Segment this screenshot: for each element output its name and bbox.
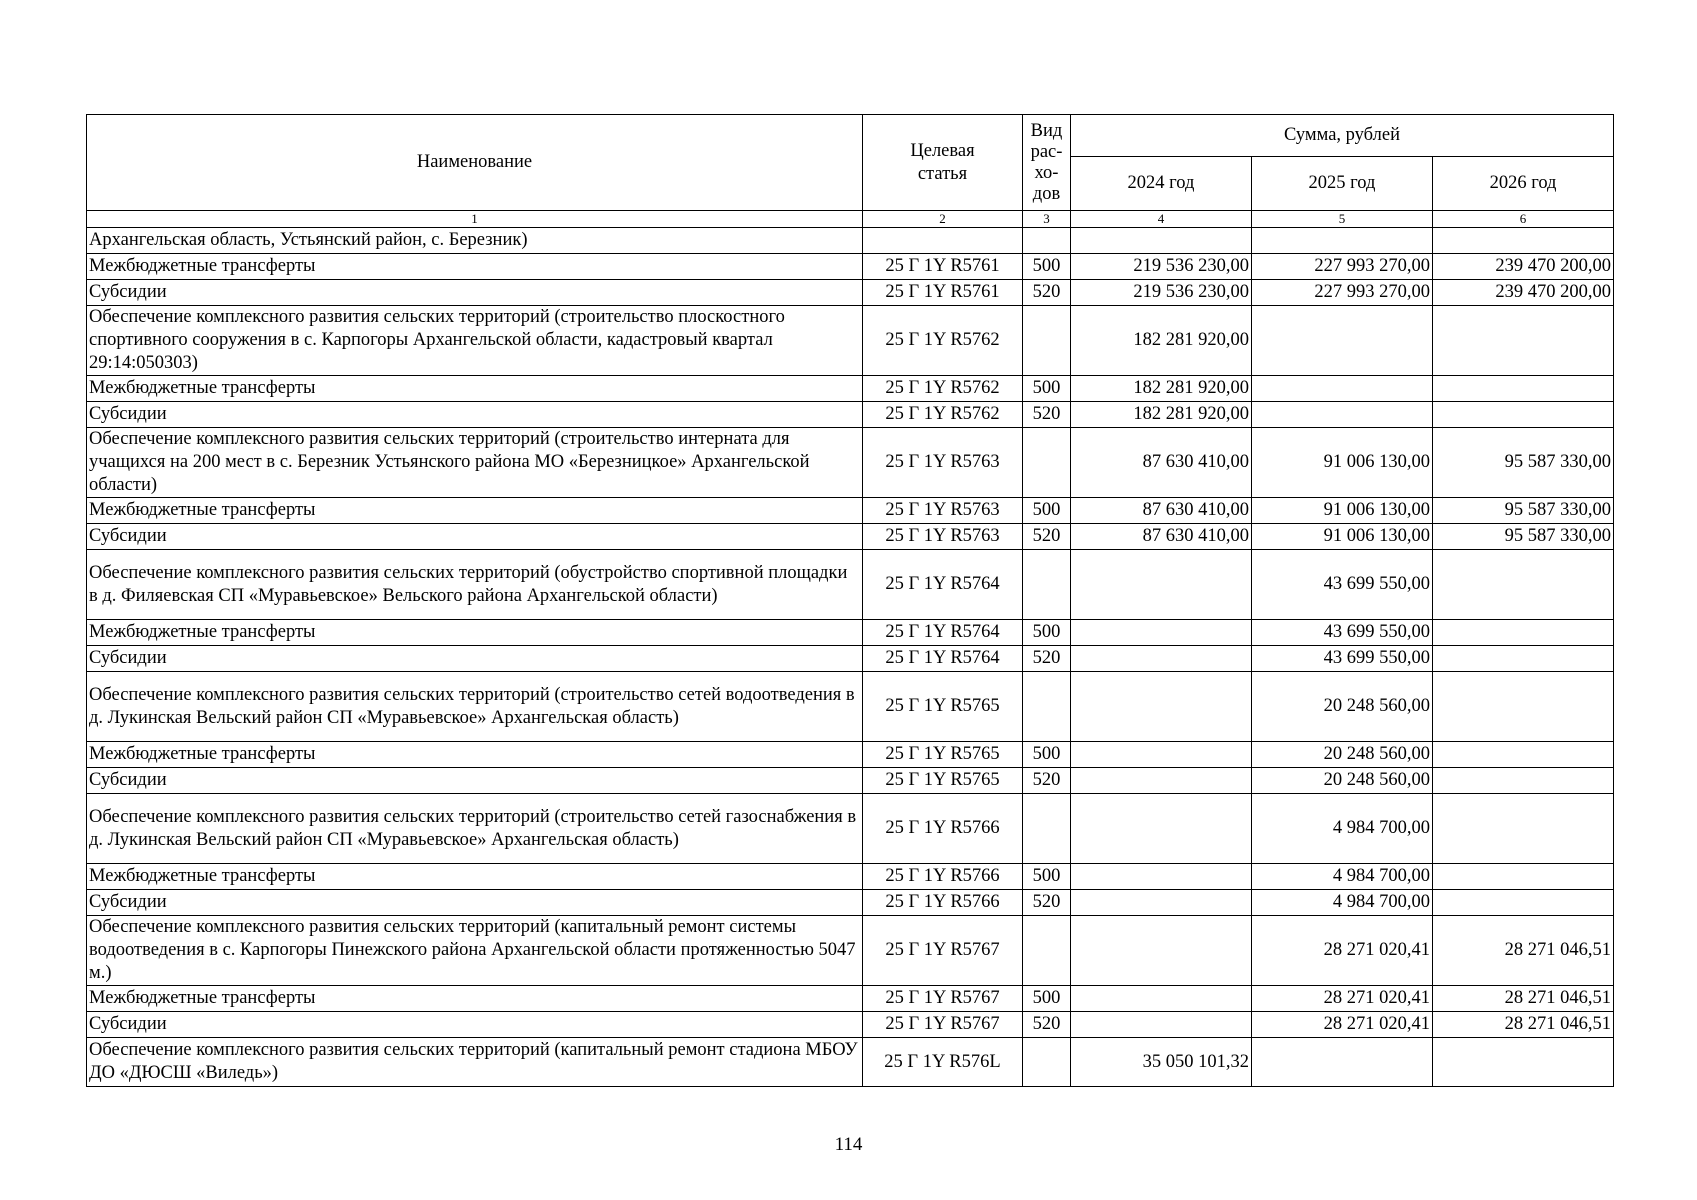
table-row xyxy=(87,1038,1614,1087)
row-expense-type-cell xyxy=(1023,1038,1071,1087)
row-amount-2024-cell xyxy=(1071,864,1252,890)
row-name-cell: Обеспечение комплексного развития сельских территорий (строительство интерната для учащихся на 200 мест в с. Березник Устьянского района МО «Березницкое» Архангельской области) xyxy=(87,428,863,498)
table-row xyxy=(87,794,1614,864)
row-name-cell: Субсидии xyxy=(87,524,863,550)
column-number: 5 xyxy=(1252,211,1433,228)
row-amount-2024-cell: 219 536 230,00 xyxy=(1071,280,1252,306)
row-amount-2026-cell: 28 271 046,51 xyxy=(1433,1012,1614,1038)
row-target-article-cell: 25 Г 1Y R5767 xyxy=(863,986,1023,1012)
row-amount-2025-cell: 43 699 550,00 xyxy=(1252,620,1433,646)
row-target-article-cell: 25 Г 1Y R5766 xyxy=(863,864,1023,890)
page-number: 114 xyxy=(834,1134,863,1155)
column-number: 1 xyxy=(87,211,863,228)
row-amount-2026-cell: 95 587 330,00 xyxy=(1433,524,1614,550)
row-target-article-cell: 25 Г 1Y R5767 xyxy=(863,916,1023,986)
row-name-cell: Обеспечение комплексного развития сельских территорий (обустройство спортивной площадки в д. Филяевская СП «Муравьевское» Вельского района Архангельской области) xyxy=(87,550,863,620)
column-number: 6 xyxy=(1433,211,1614,228)
row-target-article-cell: 25 Г 1Y R5762 xyxy=(863,402,1023,428)
row-name-cell: Обеспечение комплексного развития сельских территорий (строительство сетей газоснабжения в д. Лукинская Вельский район СП «Муравьевское» Архангельская область) xyxy=(87,794,863,864)
row-expense-type-cell xyxy=(1023,428,1071,498)
row-expense-type-cell: 500 xyxy=(1023,986,1071,1012)
row-amount-2025-cell: 28 271 020,41 xyxy=(1252,986,1433,1012)
row-expense-type-cell: 520 xyxy=(1023,768,1071,794)
table-row xyxy=(87,280,1614,306)
row-amount-2024-cell: 182 281 920,00 xyxy=(1071,306,1252,376)
table-row xyxy=(87,524,1614,550)
row-amount-2024-cell xyxy=(1071,916,1252,986)
row-amount-2025-cell: 20 248 560,00 xyxy=(1252,672,1433,742)
row-target-article-cell: 25 Г 1Y R5761 xyxy=(863,280,1023,306)
row-expense-type-cell: 520 xyxy=(1023,890,1071,916)
column-number: 4 xyxy=(1071,211,1252,228)
row-amount-2024-cell: 35 050 101,32 xyxy=(1071,1038,1252,1087)
table-row xyxy=(87,620,1614,646)
row-amount-2025-cell: 227 993 270,00 xyxy=(1252,280,1433,306)
row-target-article-cell: 25 Г 1Y R5764 xyxy=(863,550,1023,620)
row-amount-2024-cell: 182 281 920,00 xyxy=(1071,402,1252,428)
row-target-article-cell: 25 Г 1Y R5763 xyxy=(863,498,1023,524)
row-name-cell: Обеспечение комплексного развития сельских территорий (капитальный ремонт системы водоотведения в с. Карпогоры Пинежского района Архангельской области протяженностью 5047 м.) xyxy=(87,916,863,986)
row-amount-2025-cell: 28 271 020,41 xyxy=(1252,916,1433,986)
table-row xyxy=(87,254,1614,280)
row-amount-2026-cell: 28 271 046,51 xyxy=(1433,986,1614,1012)
row-target-article-cell: 25 Г 1Y R5764 xyxy=(863,646,1023,672)
header-name: Наименование xyxy=(87,115,863,211)
table-row xyxy=(87,672,1614,742)
row-amount-2024-cell xyxy=(1071,742,1252,768)
table-row xyxy=(87,550,1614,620)
row-amount-2026-cell xyxy=(1433,228,1614,254)
row-amount-2024-cell xyxy=(1071,1012,1252,1038)
header-year-2026: 2026 год xyxy=(1433,157,1614,211)
table-row xyxy=(87,306,1614,376)
row-target-article-cell: 25 Г 1Y R5766 xyxy=(863,794,1023,864)
row-amount-2026-cell xyxy=(1433,890,1614,916)
row-amount-2026-cell xyxy=(1433,402,1614,428)
row-amount-2024-cell xyxy=(1071,620,1252,646)
row-amount-2026-cell xyxy=(1433,672,1614,742)
row-expense-type-cell: 500 xyxy=(1023,254,1071,280)
table-row xyxy=(87,228,1614,254)
table-row xyxy=(87,890,1614,916)
row-amount-2025-cell: 4 984 700,00 xyxy=(1252,864,1433,890)
row-name-cell: Архангельская область, Устьянский район, с. Березник) xyxy=(87,228,863,254)
table-row xyxy=(87,402,1614,428)
row-amount-2025-cell: 4 984 700,00 xyxy=(1252,890,1433,916)
row-amount-2024-cell xyxy=(1071,228,1252,254)
row-name-cell: Обеспечение комплексного развития сельских территорий (строительство сетей водоотведения в д. Лукинская Вельский район СП «Муравьевское» Архангельская область) xyxy=(87,672,863,742)
row-amount-2025-cell: 20 248 560,00 xyxy=(1252,768,1433,794)
row-target-article-cell: 25 Г 1Y R5765 xyxy=(863,768,1023,794)
row-expense-type-cell xyxy=(1023,672,1071,742)
budget-table xyxy=(86,114,1614,1087)
row-amount-2024-cell xyxy=(1071,890,1252,916)
row-amount-2025-cell: 227 993 270,00 xyxy=(1252,254,1433,280)
table-row xyxy=(87,498,1614,524)
table-row xyxy=(87,916,1614,986)
column-number: 3 xyxy=(1023,211,1071,228)
row-target-article-cell: 25 Г 1Y R5763 xyxy=(863,428,1023,498)
row-expense-type-cell: 500 xyxy=(1023,620,1071,646)
header-expense-type: Вид рас- хо- дов xyxy=(1023,115,1071,211)
row-amount-2024-cell: 87 630 410,00 xyxy=(1071,498,1252,524)
row-target-article-cell: 25 Г 1Y R5765 xyxy=(863,672,1023,742)
row-amount-2025-cell xyxy=(1252,376,1433,402)
row-amount-2026-cell xyxy=(1433,550,1614,620)
row-amount-2026-cell xyxy=(1433,794,1614,864)
row-name-cell: Субсидии xyxy=(87,280,863,306)
row-amount-2025-cell: 4 984 700,00 xyxy=(1252,794,1433,864)
row-target-article-cell: 25 Г 1Y R5767 xyxy=(863,1012,1023,1038)
table-row xyxy=(87,986,1614,1012)
row-amount-2024-cell xyxy=(1071,646,1252,672)
table-row xyxy=(87,742,1614,768)
row-amount-2025-cell: 91 006 130,00 xyxy=(1252,428,1433,498)
row-name-cell: Межбюджетные трансферты xyxy=(87,498,863,524)
row-amount-2026-cell: 28 271 046,51 xyxy=(1433,916,1614,986)
row-expense-type-cell: 520 xyxy=(1023,524,1071,550)
row-amount-2026-cell xyxy=(1433,620,1614,646)
header-year-2024: 2024 год xyxy=(1071,157,1252,211)
row-target-article-cell: 25 Г 1Y R5766 xyxy=(863,890,1023,916)
header-year-2025: 2025 год xyxy=(1252,157,1433,211)
row-expense-type-cell xyxy=(1023,306,1071,376)
row-name-cell: Межбюджетные трансферты xyxy=(87,376,863,402)
row-amount-2024-cell: 87 630 410,00 xyxy=(1071,524,1252,550)
row-target-article-cell: 25 Г 1Y R5763 xyxy=(863,524,1023,550)
row-name-cell: Межбюджетные трансферты xyxy=(87,620,863,646)
row-expense-type-cell xyxy=(1023,550,1071,620)
row-amount-2026-cell: 95 587 330,00 xyxy=(1433,498,1614,524)
table-row xyxy=(87,1012,1614,1038)
row-amount-2025-cell xyxy=(1252,228,1433,254)
table-row xyxy=(87,768,1614,794)
row-amount-2025-cell: 20 248 560,00 xyxy=(1252,742,1433,768)
row-name-cell: Субсидии xyxy=(87,890,863,916)
row-amount-2026-cell xyxy=(1433,768,1614,794)
row-name-cell: Межбюджетные трансферты xyxy=(87,742,863,768)
table-row xyxy=(87,428,1614,498)
row-name-cell: Межбюджетные трансферты xyxy=(87,864,863,890)
row-target-article-cell: 25 Г 1Y R5765 xyxy=(863,742,1023,768)
row-amount-2024-cell xyxy=(1071,672,1252,742)
row-target-article-cell: 25 Г 1Y R5762 xyxy=(863,376,1023,402)
row-expense-type-cell: 520 xyxy=(1023,280,1071,306)
row-amount-2026-cell xyxy=(1433,742,1614,768)
row-amount-2026-cell xyxy=(1433,646,1614,672)
row-target-article-cell: 25 Г 1Y R5761 xyxy=(863,254,1023,280)
row-amount-2025-cell xyxy=(1252,306,1433,376)
row-amount-2026-cell xyxy=(1433,1038,1614,1087)
row-amount-2025-cell: 43 699 550,00 xyxy=(1252,646,1433,672)
row-target-article-cell: 25 Г 1Y R5764 xyxy=(863,620,1023,646)
row-amount-2025-cell: 43 699 550,00 xyxy=(1252,550,1433,620)
row-amount-2024-cell xyxy=(1071,768,1252,794)
table-body xyxy=(87,228,1614,1087)
row-amount-2026-cell xyxy=(1433,376,1614,402)
row-amount-2025-cell xyxy=(1252,402,1433,428)
row-expense-type-cell: 500 xyxy=(1023,742,1071,768)
header-amount: Сумма, рублей xyxy=(1071,115,1614,157)
row-expense-type-cell: 500 xyxy=(1023,864,1071,890)
row-amount-2026-cell xyxy=(1433,306,1614,376)
row-amount-2026-cell: 239 470 200,00 xyxy=(1433,254,1614,280)
row-amount-2025-cell: 91 006 130,00 xyxy=(1252,524,1433,550)
row-expense-type-cell: 500 xyxy=(1023,376,1071,402)
table-row xyxy=(87,646,1614,672)
row-amount-2026-cell xyxy=(1433,864,1614,890)
header-target-article: Целевая статья xyxy=(863,115,1023,211)
row-target-article-cell: 25 Г 1Y R576L xyxy=(863,1038,1023,1087)
row-amount-2024-cell: 87 630 410,00 xyxy=(1071,428,1252,498)
row-amount-2024-cell: 219 536 230,00 xyxy=(1071,254,1252,280)
row-name-cell: Субсидии xyxy=(87,1012,863,1038)
row-amount-2025-cell: 28 271 020,41 xyxy=(1252,1012,1433,1038)
row-amount-2024-cell xyxy=(1071,986,1252,1012)
row-expense-type-cell xyxy=(1023,916,1071,986)
row-name-cell: Субсидии xyxy=(87,768,863,794)
row-expense-type-cell xyxy=(1023,228,1071,254)
table-row xyxy=(87,864,1614,890)
row-target-article-cell xyxy=(863,228,1023,254)
row-name-cell: Субсидии xyxy=(87,402,863,428)
column-numbers-row xyxy=(87,211,1614,228)
row-expense-type-cell: 520 xyxy=(1023,1012,1071,1038)
row-amount-2026-cell: 239 470 200,00 xyxy=(1433,280,1614,306)
row-amount-2026-cell: 95 587 330,00 xyxy=(1433,428,1614,498)
row-target-article-cell: 25 Г 1Y R5762 xyxy=(863,306,1023,376)
row-amount-2024-cell: 182 281 920,00 xyxy=(1071,376,1252,402)
row-name-cell: Межбюджетные трансферты xyxy=(87,986,863,1012)
table-row xyxy=(87,376,1614,402)
column-number: 2 xyxy=(863,211,1023,228)
row-name-cell: Обеспечение комплексного развития сельских территорий (строительство плоскостного спортивного сооружения в с. Карпогоры Архангельской области, кадастровый квартал 29:14:050303) xyxy=(87,306,863,376)
row-name-cell: Межбюджетные трансферты xyxy=(87,254,863,280)
row-expense-type-cell: 500 xyxy=(1023,498,1071,524)
row-amount-2024-cell xyxy=(1071,550,1252,620)
row-name-cell: Обеспечение комплексного развития сельских территорий (капитальный ремонт стадиона МБОУ ДО «ДЮСШ «Виледь») xyxy=(87,1038,863,1087)
row-expense-type-cell: 520 xyxy=(1023,646,1071,672)
row-name-cell: Субсидии xyxy=(87,646,863,672)
row-expense-type-cell: 520 xyxy=(1023,402,1071,428)
row-amount-2025-cell xyxy=(1252,1038,1433,1087)
row-amount-2025-cell: 91 006 130,00 xyxy=(1252,498,1433,524)
row-amount-2024-cell xyxy=(1071,794,1252,864)
row-expense-type-cell xyxy=(1023,794,1071,864)
